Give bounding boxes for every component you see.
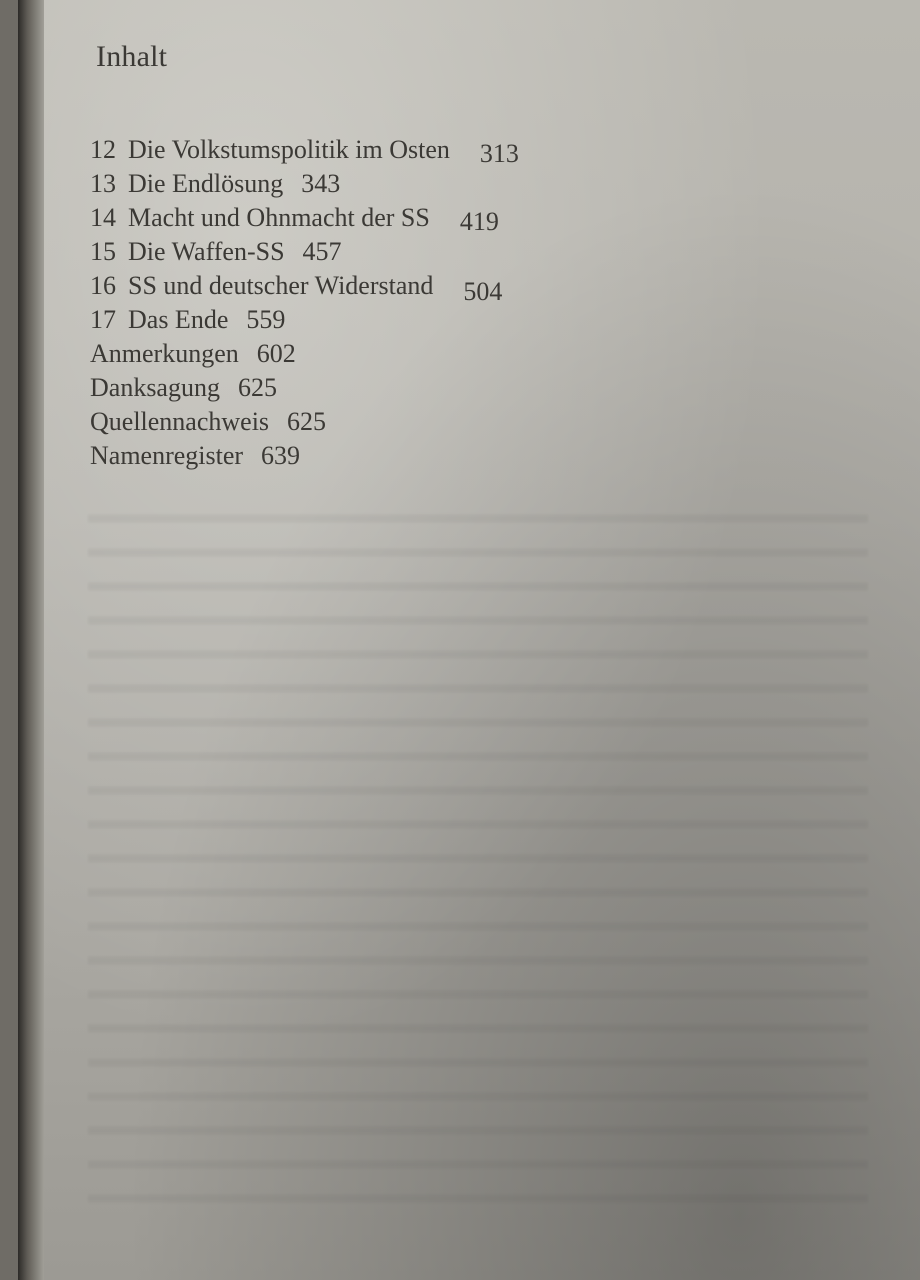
- book-page: [18, 0, 920, 1280]
- section-title: Danksagung: [90, 373, 220, 402]
- section-title: Anmerkungen: [90, 339, 239, 368]
- page-number: 625: [287, 407, 327, 436]
- chapter-number: 13: [90, 169, 116, 198]
- page-number: 313: [479, 139, 519, 168]
- toc-entry: [90, 133, 710, 167]
- toc-entry: [90, 371, 710, 405]
- toc-entry: [90, 167, 710, 201]
- chapter-number: 17: [90, 305, 116, 334]
- toc-entry: [90, 405, 710, 439]
- spine-shadow: [18, 0, 44, 1280]
- chapter-number: 16: [90, 271, 116, 300]
- chapter-title: Macht und Ohnmacht der SS: [128, 203, 430, 232]
- page-number: 457: [302, 237, 342, 266]
- toc-entry: [90, 269, 710, 306]
- toc-entry: [90, 439, 710, 473]
- page-number: 625: [237, 373, 277, 402]
- toc-entry: [90, 235, 710, 269]
- toc-entry: [90, 201, 710, 235]
- page-number: 504: [463, 277, 503, 306]
- chapter-title: Die Waffen-SS: [128, 237, 285, 266]
- chapter-number: 12: [90, 135, 116, 164]
- chapter-number: 15: [90, 237, 116, 266]
- chapter-title: Die Endlösung: [128, 169, 284, 198]
- page-number: 419: [459, 207, 499, 236]
- page-number: 639: [261, 441, 301, 470]
- table-of-contents: [90, 133, 710, 473]
- page-number: 559: [246, 305, 286, 334]
- section-title: Quellennachweis: [90, 407, 270, 436]
- page-number: 602: [256, 339, 296, 368]
- chapter-title: SS und deutscher Widerstand: [128, 271, 434, 300]
- toc-entry: [90, 303, 710, 337]
- toc-entry: [90, 337, 710, 371]
- page-title: Inhalt: [96, 40, 168, 73]
- chapter-title: Das Ende: [128, 305, 229, 334]
- chapter-title: Die Volkstumspolitik im Osten: [128, 135, 450, 164]
- chapter-number: 14: [90, 203, 116, 232]
- page-number: 343: [301, 169, 341, 198]
- show-through-text: [88, 500, 868, 1220]
- section-title: Namenregister: [90, 441, 244, 470]
